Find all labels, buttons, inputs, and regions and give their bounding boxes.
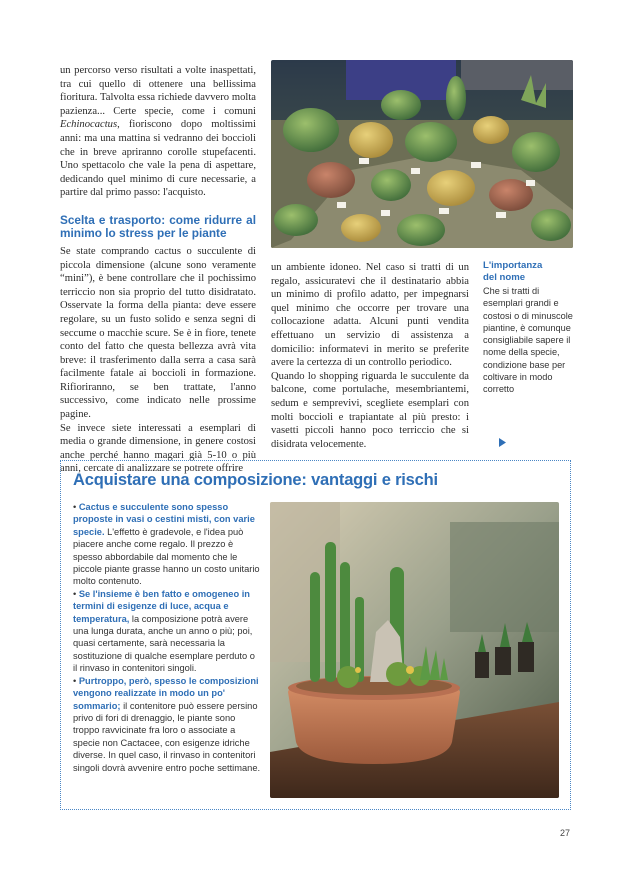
cactus-display-photo — [271, 60, 573, 248]
box-bullet-list — [73, 501, 261, 774]
bullet-item: • Purtroppo, però, spesso le composizioni vengono realizzate in modo un po' sommario; il contenitore può essere persino privo di fori di drenaggio, le piante sono troppo ravvicinate fra loro o associate a specie non Cactacee, con esigenze idriche diverse. In quel caso, il rinvaso in contenitori singoli dovrà avvenire entro poche settimane. — [73, 675, 261, 773]
box-title: Acquistare una composizione: vantaggi e rischi — [73, 471, 438, 489]
left-column — [60, 64, 256, 476]
photo-caption — [483, 260, 573, 396]
bullet-item: • Cactus e succulente sono spesso proposte in vasi o cestini misti, con varie specie. L'effetto è gradevole, e l'idea può piacere anche come regalo. Il prezzo è spesso abbordabile dal momento che le piccole piante grasse hanno un costo unitario molto contenuto. — [73, 502, 260, 587]
section-heading: Scelta e trasporto: come ridurre al minimo lo stress per le piante — [60, 212, 256, 241]
continue-arrow-icon — [498, 434, 507, 443]
purchase-paragraph: Se state comprando cactus o succulente di piccola dimensione (alcune sono veramente “mini”), è bene controllare che il pochissimo terriccio non sia proprio del tutto disidratato. Osservate la forma della pianta: deve essere regolare, su un fusto solido e senza segni di seccume o macchie scure. Se è in fiore, tenete conto del fatto che questa bellezza avrà vita breve: il trasferimento dalla serra a casa sarà facilmente fatale ai boccioli in formazione. Rifioriranno, se ben trattate, l'anno successivo, come indicato nelle prossime pagine. — [60, 245, 256, 421]
caption-title-line2: del nome — [483, 272, 526, 283]
balcony-paragraph: Quando lo shopping riguarda le succulente da balcone, come portulache, mesembriantemi, sedum e semprevivi, scegliete esemplari con molti boccioli e trapiantate al più presto: i vasetti piccoli hanno poco terriccio che si disidrata velocemente. — [271, 370, 469, 450]
cactus-composition-photo — [270, 502, 559, 798]
large-specimens-paragraph: Se invece siete interessati a esemplari di media o grande dimensione, in genere costosi anche perché hanno magari già 5-10 o più anni, cercate di analizzare se potrete offrire — [60, 422, 256, 475]
caption-body: Che si tratti di esemplari grandi e costosi o di minuscole piantine, è comunque consigliabile sapere il nome della specie, condizione base per coltivare in modo corretto — [483, 286, 573, 395]
bullet-item: • Se l'insieme è ben fatto e omogeneo in termini di esigenze di luce, acqua e temperatura, la composizione potrà avere una lunga durata, anche un anno o più; poi, quasi certamente, sarà necessaria la sostituzione di qualche esemplare perduto o il rinvaso in contenitori singoli. — [73, 588, 255, 674]
environment-paragraph: un ambiente idoneo. Nel caso si tratti di un regalo, assicuratevi che il destinatario abbia un minimo di profilo adatto, per impegnarsi quel minimo che occorre per trovare una collocazione adatta. Alcuni punti vendita effettuano un servizio di assistenza a domicilio: informatevi in merito se preferite avere la certezza di un controllo periodico. — [271, 262, 469, 369]
middle-column — [271, 261, 469, 451]
page-number: 27 — [560, 828, 571, 838]
intro-paragraph: un percorso verso risultati a volte inaspettati, tra cui quello di ottenere una bellissima fioritura. Talvolta essa richiede davvero molta pazienza... Certe specie, come i comuni Echinocactus, fioriscono dopo moltissimi anni: ma una mattina si vedranno dei boccioli che in breve apriranno corolle stupefacenti. Uno spettacolo che vale la pena di aspettare, dedicando quel minimo di cure necessarie, a partire dal primo passo: l'acquisto. — [60, 65, 256, 199]
caption-title-line1: L'importanza — [483, 260, 543, 271]
